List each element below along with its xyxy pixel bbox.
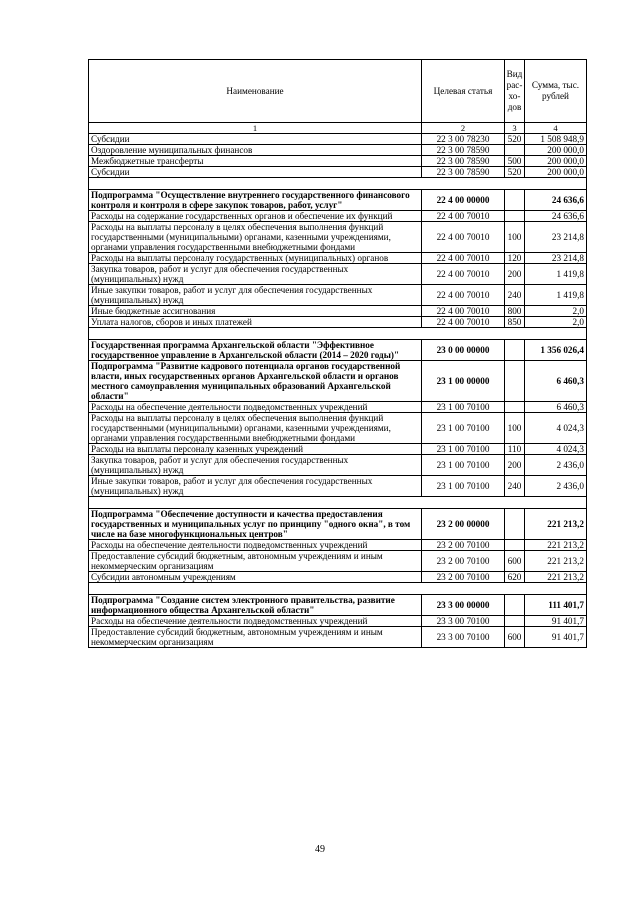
row-vid: 850: [505, 317, 525, 328]
table-row: [89, 285, 587, 306]
row-code: 23 1 00 70100: [422, 476, 505, 497]
row-code: 23 1 00 70100: [422, 455, 505, 476]
row-code: 22 4 00 70010: [422, 253, 505, 264]
row-vid: 200: [505, 455, 525, 476]
row-vid: [505, 211, 525, 222]
row-sum: 200 000,0: [525, 145, 587, 156]
row-name: Подпрограмма "Обеспечение доступности и качества предоставления государственных и муниципальных услуг по принципу "одного окна", в том числе на базе многофункциональных центров": [89, 509, 422, 540]
program-row: [89, 190, 587, 211]
row-code: 22 4 00 70010: [422, 317, 505, 328]
row-name: Уплата налогов, сборов и иных платежей: [89, 317, 422, 328]
table-row: [89, 134, 587, 145]
row-vid: 100: [505, 413, 525, 444]
row-code: 22 4 00 70010: [422, 306, 505, 317]
row-vid: [505, 616, 525, 627]
column-number: 4: [525, 123, 587, 134]
row-name: Подпрограмма "Осуществление внутреннего государственного финансового контроля и контроля в сфере закупок товаров, работ, услуг": [89, 190, 422, 211]
table-row: [89, 551, 587, 572]
row-name: Оздоровление муниципальных финансов: [89, 145, 422, 156]
row-sum: 2 436,0: [525, 455, 587, 476]
row-vid: [505, 340, 525, 361]
header-vid: Вид рас-хо-дов: [505, 60, 525, 123]
row-sum: 23 214,8: [525, 253, 587, 264]
table-row: [89, 167, 587, 178]
row-code: 23 2 00 70100: [422, 551, 505, 572]
row-sum: 1 419,8: [525, 285, 587, 306]
column-number: 1: [89, 123, 422, 134]
row-name: Предоставление субсидий бюджетным, автономным учреждениям и иным некоммерческим организациям: [89, 551, 422, 572]
table-row: [89, 317, 587, 328]
column-numbers-row: [89, 123, 587, 134]
row-sum: 6 460,3: [525, 361, 587, 402]
table-row: [89, 572, 587, 583]
row-code: 22 4 00 70010: [422, 222, 505, 253]
program-row: [89, 361, 587, 402]
row-sum: 221 213,2: [525, 551, 587, 572]
row-vid: 600: [505, 627, 525, 648]
row-sum: 6 460,3: [525, 402, 587, 413]
row-vid: 110: [505, 444, 525, 455]
row-code: 22 4 00 00000: [422, 190, 505, 211]
row-sum: 23 214,8: [525, 222, 587, 253]
row-vid: 100: [505, 222, 525, 253]
row-code: 23 2 00 70100: [422, 540, 505, 551]
row-name: Подпрограмма "Развитие кадрового потенциала органов государственной власти, иных государственных органов Архангельской области и органов местного самоуправления муниципальных образований Архангельской области": [89, 361, 422, 402]
row-vid: 240: [505, 285, 525, 306]
row-code: 22 4 00 70010: [422, 285, 505, 306]
row-code: 22 3 00 78590: [422, 145, 505, 156]
row-vid: [505, 361, 525, 402]
table-row: [89, 222, 587, 253]
row-name: Закупка товаров, работ и услуг для обеспечения государственных (муниципальных) нужд: [89, 455, 422, 476]
row-name: Расходы на выплаты персоналу в целях обеспечения выполнения функций государственными (муниципальными) органами, казенными учреждениями, органами управления государственными внебюджетными фондами: [89, 413, 422, 444]
row-sum: 221 213,2: [525, 509, 587, 540]
row-code: 22 4 00 70010: [422, 211, 505, 222]
spacer-cell: [89, 328, 587, 340]
table-row: [89, 616, 587, 627]
row-sum: 221 213,2: [525, 540, 587, 551]
row-name: Расходы на выплаты персоналу казенных учреждений: [89, 444, 422, 455]
spacer-cell: [89, 497, 587, 509]
row-vid: 520: [505, 134, 525, 145]
row-code: 23 2 00 70100: [422, 572, 505, 583]
table-row: [89, 145, 587, 156]
spacer-row: [89, 583, 587, 595]
row-sum: 111 401,7: [525, 595, 587, 616]
table-header-row: [89, 60, 587, 123]
row-sum: 200 000,0: [525, 156, 587, 167]
row-sum: 221 213,2: [525, 572, 587, 583]
row-sum: 91 401,7: [525, 616, 587, 627]
row-vid: [505, 595, 525, 616]
row-vid: [505, 402, 525, 413]
row-vid: 520: [505, 167, 525, 178]
row-sum: 91 401,7: [525, 627, 587, 648]
row-vid: 600: [505, 551, 525, 572]
row-code: 22 3 00 78590: [422, 156, 505, 167]
row-name: Иные бюджетные ассигнования: [89, 306, 422, 317]
row-name: Субсидии: [89, 167, 422, 178]
row-name: Расходы на обеспечение деятельности подведомственных учреждений: [89, 616, 422, 627]
row-code: 23 3 00 70100: [422, 616, 505, 627]
row-sum: 1 419,8: [525, 264, 587, 285]
row-sum: 24 636,6: [525, 190, 587, 211]
page-number: 49: [315, 844, 325, 855]
table-row: [89, 156, 587, 167]
row-name: Предоставление субсидий бюджетным, автономным учреждениям и иным некоммерческим организациям: [89, 627, 422, 648]
spacer-row: [89, 497, 587, 509]
row-sum: 4 024,3: [525, 413, 587, 444]
row-code: 23 0 00 00000: [422, 340, 505, 361]
row-name: Иные закупки товаров, работ и услуг для обеспечения государственных (муниципальных) нужд: [89, 476, 422, 497]
program-row: [89, 340, 587, 361]
header-sum: Сумма, тыс. рублей: [525, 60, 587, 123]
table-row: [89, 306, 587, 317]
row-code: 22 3 00 78230: [422, 134, 505, 145]
row-code: 23 3 00 00000: [422, 595, 505, 616]
row-code: 23 3 00 70100: [422, 627, 505, 648]
row-sum: 4 024,3: [525, 444, 587, 455]
column-number: 3: [505, 123, 525, 134]
row-vid: 200: [505, 264, 525, 285]
table-row: [89, 253, 587, 264]
spacer-cell: [89, 583, 587, 595]
budget-table: [88, 59, 587, 648]
row-name: Подпрограмма "Создание систем электронного правительства, развитие информационного общества Архангельской области": [89, 595, 422, 616]
row-code: 22 4 00 70010: [422, 264, 505, 285]
table-row: [89, 627, 587, 648]
table-row: [89, 444, 587, 455]
row-code: 23 1 00 70100: [422, 402, 505, 413]
row-name: Субсидии автономным учреждениям: [89, 572, 422, 583]
row-code: 23 1 00 00000: [422, 361, 505, 402]
row-code: 23 1 00 70100: [422, 413, 505, 444]
row-code: 23 1 00 70100: [422, 444, 505, 455]
row-vid: 620: [505, 572, 525, 583]
row-vid: 500: [505, 156, 525, 167]
spacer-cell: [89, 178, 587, 190]
row-name: Расходы на обеспечение деятельности подведомственных учреждений: [89, 402, 422, 413]
row-name: Расходы на содержание государственных органов и обеспечение их функций: [89, 211, 422, 222]
row-sum: 24 636,6: [525, 211, 587, 222]
row-name: Расходы на обеспечение деятельности подведомственных учреждений: [89, 540, 422, 551]
row-name: Государственная программа Архангельской области "Эффективное государственное управление в Архангельской области (2014 – 2020 годы)": [89, 340, 422, 361]
column-number: 2: [422, 123, 505, 134]
table-row: [89, 264, 587, 285]
row-name: Иные закупки товаров, работ и услуг для обеспечения государственных (муниципальных) нужд: [89, 285, 422, 306]
table-row: [89, 402, 587, 413]
row-vid: [505, 145, 525, 156]
row-sum: 1 356 026,4: [525, 340, 587, 361]
row-code: 23 2 00 00000: [422, 509, 505, 540]
row-name: Закупка товаров, работ и услуг для обеспечения государственных (муниципальных) нужд: [89, 264, 422, 285]
row-name: Расходы на выплаты персоналу государственных (муниципальных) органов: [89, 253, 422, 264]
row-name: Межбюджетные трансферты: [89, 156, 422, 167]
row-sum: 2 436,0: [525, 476, 587, 497]
row-sum: 2,0: [525, 306, 587, 317]
table-row: [89, 413, 587, 444]
row-sum: 2,0: [525, 317, 587, 328]
table-row: [89, 211, 587, 222]
header-code: Целевая статья: [422, 60, 505, 123]
program-row: [89, 509, 587, 540]
spacer-row: [89, 178, 587, 190]
table-row: [89, 540, 587, 551]
row-code: 22 3 00 78590: [422, 167, 505, 178]
row-sum: 1 508 948,9: [525, 134, 587, 145]
row-vid: [505, 509, 525, 540]
header-name: Наименование: [89, 60, 422, 123]
table-row: [89, 455, 587, 476]
row-vid: 800: [505, 306, 525, 317]
row-vid: [505, 190, 525, 211]
row-name: Субсидии: [89, 134, 422, 145]
table-row: [89, 476, 587, 497]
program-row: [89, 595, 587, 616]
row-vid: 240: [505, 476, 525, 497]
row-name: Расходы на выплаты персоналу в целях обеспечения выполнения функций государственными (муниципальными) органами, казенными учреждениями, органами управления государственными внебюджетными фондами: [89, 222, 422, 253]
row-vid: [505, 540, 525, 551]
row-sum: 200 000,0: [525, 167, 587, 178]
spacer-row: [89, 328, 587, 340]
row-vid: 120: [505, 253, 525, 264]
